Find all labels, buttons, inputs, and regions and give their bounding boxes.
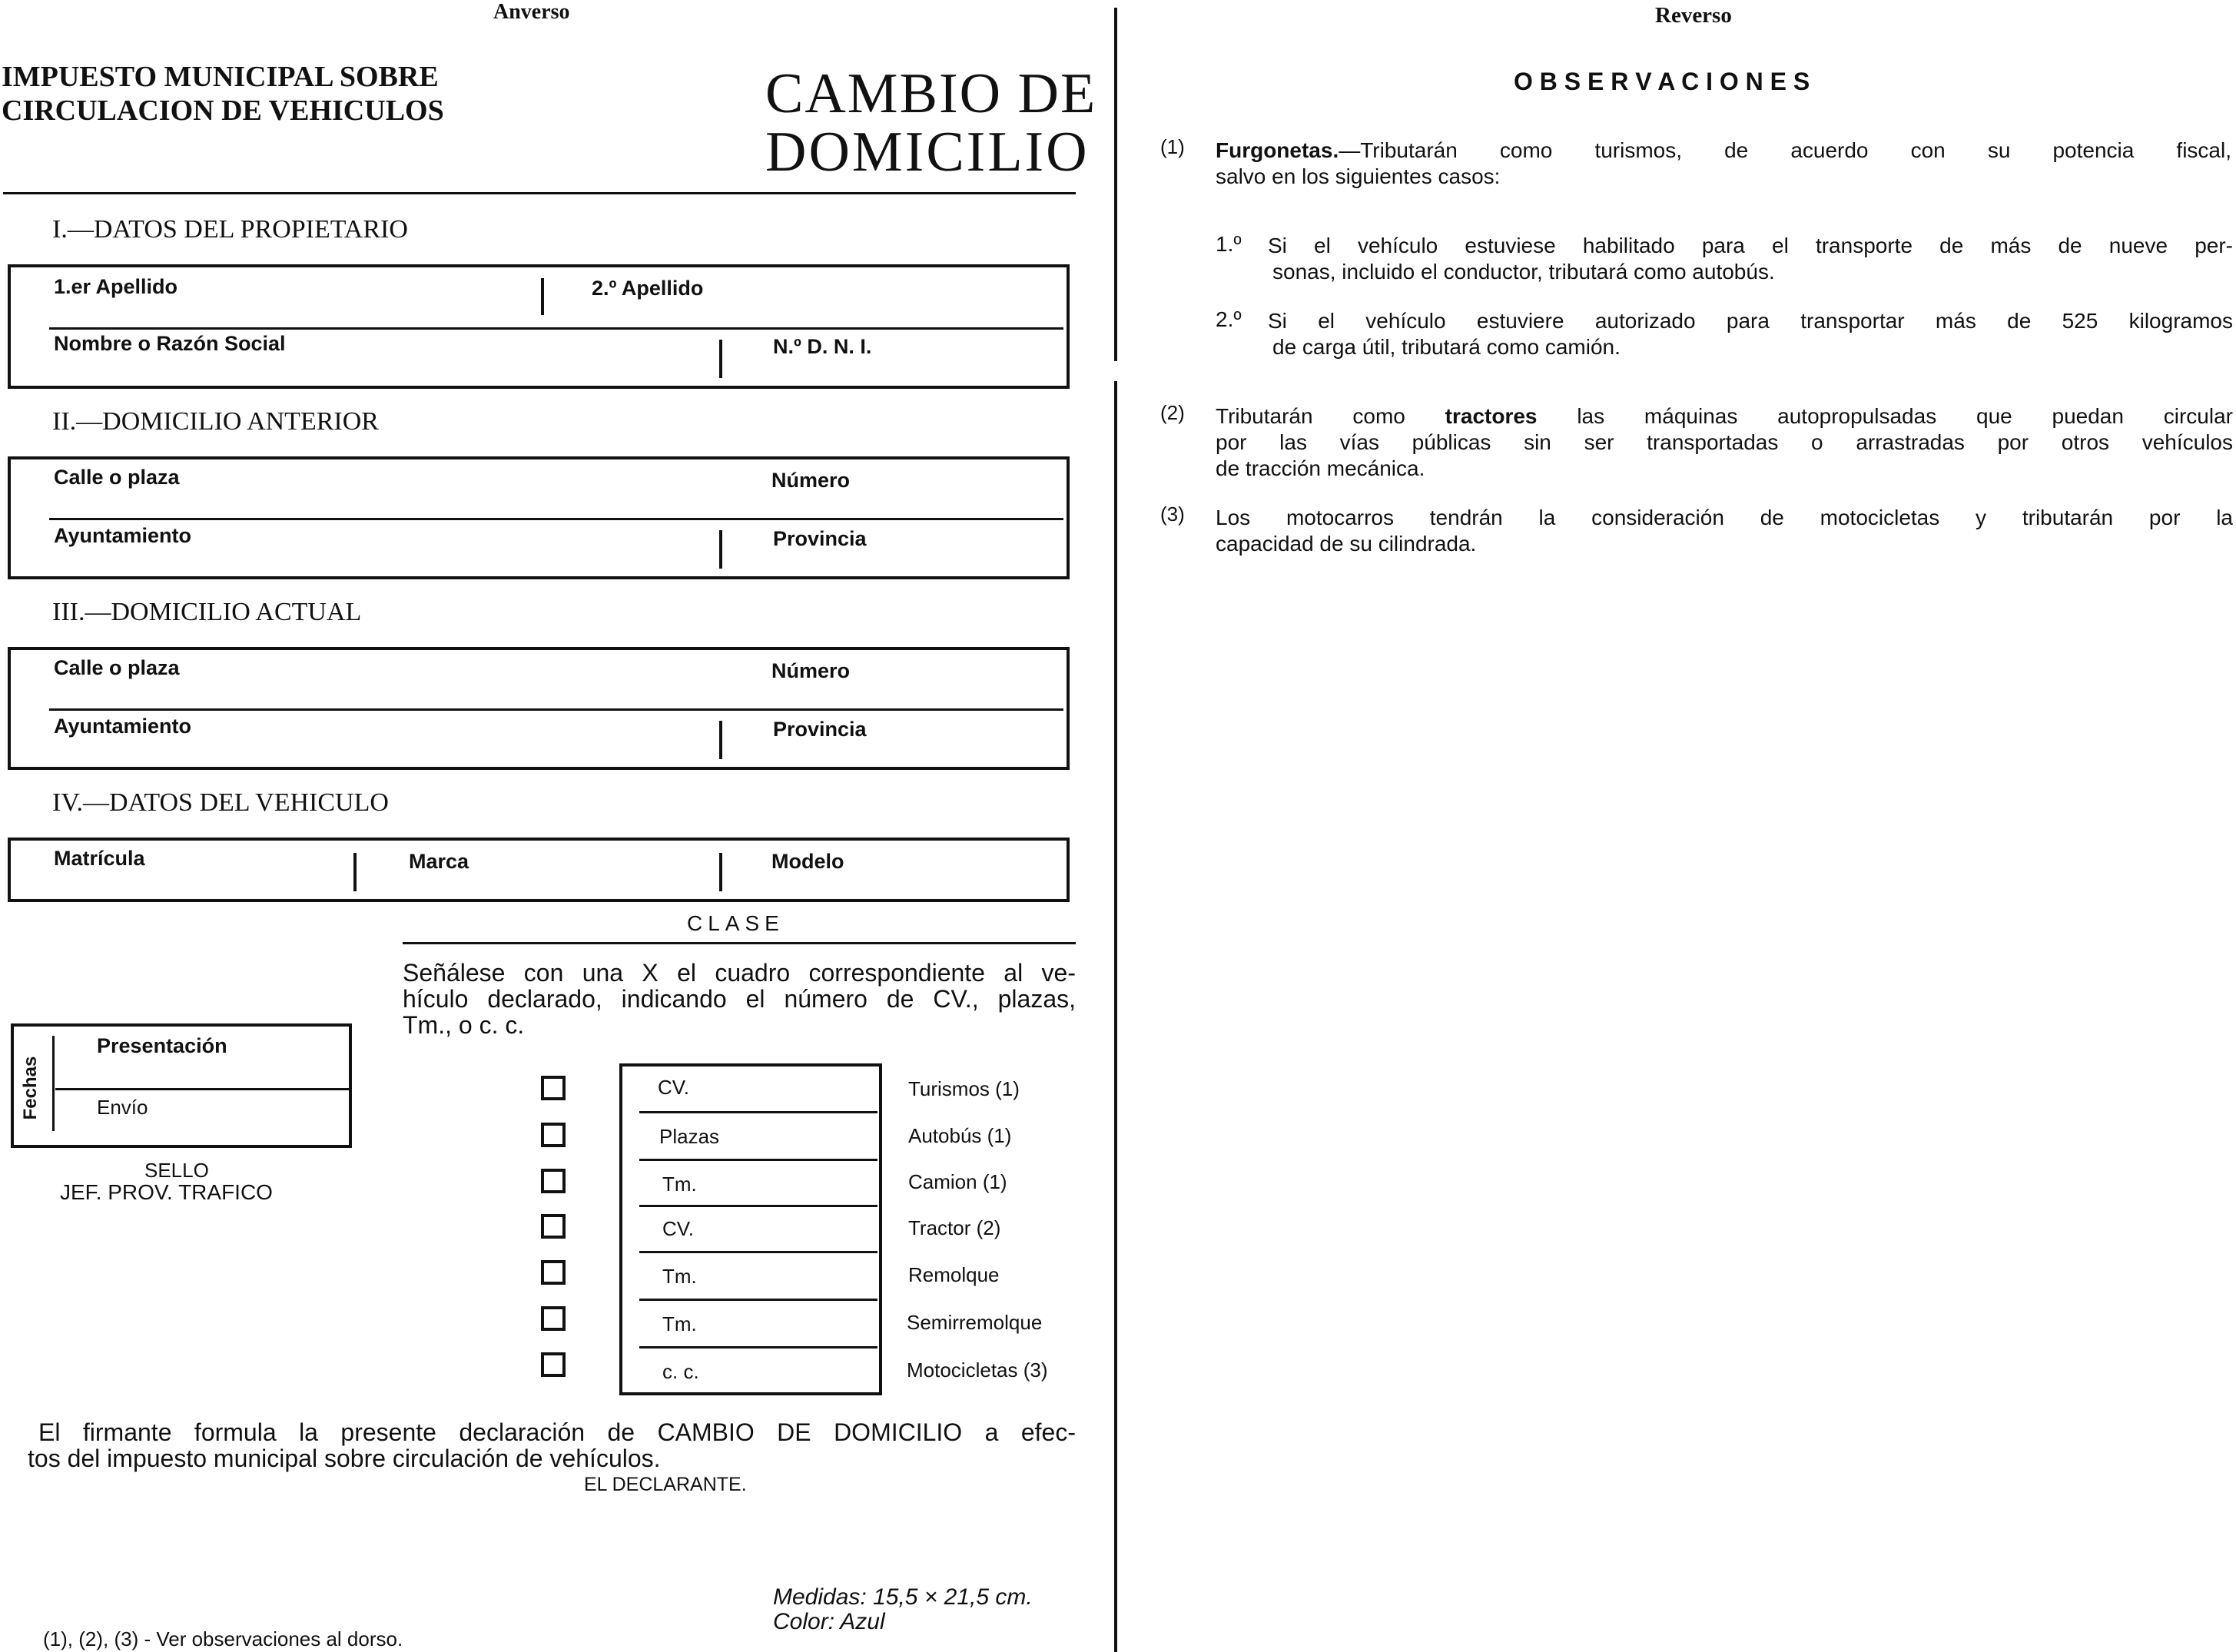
camion-checkbox[interactable] [541, 1169, 566, 1193]
obs-number: (3) [1160, 503, 1185, 526]
unit-label: Plazas [659, 1125, 720, 1148]
divider [639, 1251, 877, 1253]
tractor-checkbox[interactable] [541, 1214, 566, 1239]
nombre-label: Nombre o Razón Social [54, 332, 286, 355]
fechas-box [11, 1023, 352, 1148]
declaration-line2: tos del impuesto municipal sobre circulación de vehículos. [28, 1445, 661, 1472]
sello-label: SELLO [144, 1159, 209, 1182]
motocicletas-checkbox[interactable] [541, 1352, 566, 1377]
matricula-label: Matrícula [54, 847, 145, 870]
tax-title-line2: CIRCULACION DE VEHICULOS [2, 95, 444, 127]
previous-address-box [8, 456, 1070, 579]
obs-1-sub1-line1: Si el vehículo estuviese habilitado para el transporte de más de nueve per- [1268, 234, 2233, 257]
clase-title: CLASE [687, 911, 785, 935]
clase-rule [403, 942, 1076, 944]
page-divider [1114, 8, 1117, 361]
unit-label: CV. [658, 1076, 689, 1099]
unit-label: Tm. [662, 1312, 697, 1335]
reverso-header: Reverso [1655, 3, 1732, 28]
obs-1-line2: salvo en los siguientes casos: [1216, 164, 1501, 188]
clase-label: Motocicletas (3) [907, 1358, 1048, 1382]
marca-label: Marca [409, 850, 469, 873]
divider [639, 1205, 877, 1207]
obs-1-text: —Tributarán como turismos, de acuerdo con su potencia fiscal, [1339, 138, 2231, 162]
clase-instructions-line2: hículo declarado, indicando el número de CV., plazas, [403, 985, 1076, 1013]
clase-label: Tractor (2) [908, 1216, 1001, 1239]
owner-box [8, 264, 1070, 389]
divider [49, 518, 1063, 520]
numero-label: Número [771, 469, 851, 492]
obs-1-sub-number: 1.º [1216, 232, 1242, 256]
obs-1-sub-number: 2.º [1216, 307, 1242, 331]
divider [639, 1299, 877, 1301]
clase-label: Turismos (1) [908, 1077, 1020, 1100]
form-title-line2: DOMICILIO [765, 121, 1090, 184]
observaciones-title: O B S E R V A C I O N E S [1514, 68, 1810, 95]
calle-label: Calle o plaza [54, 466, 180, 489]
clase-label: Semirremolque [907, 1311, 1043, 1334]
divider [719, 721, 722, 759]
section-owner-title: I.—DATOS DEL PROPIETARIO [52, 215, 408, 244]
turismos-checkbox[interactable] [541, 1076, 566, 1100]
observaciones-note: (1), (2), (3) - Ver observaciones al dorso. [43, 1627, 403, 1650]
sello-jefatura-label: JEF. PROV. TRAFICO [60, 1180, 273, 1204]
obs-2-line1 [1216, 403, 2233, 430]
ayuntamiento-label: Ayuntamiento [54, 524, 192, 547]
divider [639, 1346, 877, 1348]
obs-2-text: Tributarán como [1216, 404, 1445, 428]
clase-label: Autobús (1) [908, 1124, 1012, 1147]
divider [719, 530, 722, 569]
numero-label: Número [771, 659, 851, 682]
clase-instructions-line3: Tm., o c. c. [403, 1011, 525, 1039]
clase-label: Remolque [908, 1263, 1000, 1286]
unit-label: CV. [662, 1217, 694, 1240]
envio-label: Envío [97, 1096, 148, 1119]
divider [639, 1111, 877, 1113]
semirremolque-checkbox[interactable] [541, 1306, 566, 1331]
unit-label: c. c. [662, 1360, 699, 1383]
obs-3-line2: capacidad de su cilindrada. [1216, 532, 1477, 556]
fechas-vertical-label: Fechas [20, 1056, 41, 1120]
obs-1-lead: Furgonetas. [1216, 138, 1339, 162]
obs-2-line2: por las vías públicas sin ser transportadas o arrastradas por otros vehículos [1216, 430, 2233, 454]
section-previous-title: II.—DOMICILIO ANTERIOR [52, 407, 379, 436]
obs-1-sub2-line2: de carga útil, tributará como camión. [1272, 335, 1621, 359]
obs-2-emphasis: tractores [1445, 404, 1538, 428]
divider [719, 340, 722, 378]
unit-label: Tm. [662, 1265, 697, 1288]
clase-label: Camion (1) [908, 1170, 1007, 1193]
clase-instructions-line1: Señálese con una X el cuadro correspondiente al ve- [403, 959, 1076, 987]
apellido2-label: 2.º Apellido [592, 277, 704, 300]
tax-title-line1: IMPUESTO MUNICIPAL SOBRE [2, 61, 439, 93]
page-divider [1114, 381, 1117, 1652]
divider [49, 327, 1063, 330]
medidas-label: Medidas: 15,5 × 21,5 cm. [773, 1584, 1033, 1610]
anverso-header: Anverso [493, 0, 570, 24]
obs-1-line1 [1216, 137, 2231, 164]
ayuntamiento-label: Ayuntamiento [54, 715, 192, 738]
title-rule [3, 192, 1076, 194]
provincia-label: Provincia [773, 527, 867, 550]
declaration-line1: El firmante formula la presente declaración de CAMBIO DE DOMICILIO a efec- [38, 1418, 1076, 1446]
current-address-box [8, 647, 1070, 770]
divider [719, 853, 722, 891]
provincia-label: Provincia [773, 718, 867, 741]
obs-3-line1: Los motocarros tendrán la consideración de motocicletas y tributarán por la [1216, 506, 2233, 529]
obs-1-sub1-line2: sonas, incluido el conductor, tributará como autobús. [1272, 260, 1775, 284]
presentacion-label: Presentación [97, 1034, 227, 1057]
obs-2-text: las máquinas autopropulsadas que puedan circular [1537, 404, 2233, 428]
divider [55, 1088, 350, 1090]
obs-1-sub2-line1: Si el vehículo estuviere autorizado para transportar más de 525 kilogramos [1268, 309, 2233, 333]
calle-label: Calle o plaza [54, 656, 180, 679]
units-box [619, 1063, 882, 1395]
vehicle-box [8, 838, 1070, 902]
divider [49, 708, 1063, 711]
modelo-label: Modelo [771, 850, 844, 873]
dni-label: N.º D. N. I. [773, 335, 872, 358]
remolque-checkbox[interactable] [541, 1260, 566, 1285]
section-current-title: III.—DOMICILIO ACTUAL [52, 598, 362, 626]
unit-label: Tm. [662, 1173, 697, 1196]
apellido1-label: 1.er Apellido [54, 275, 178, 298]
divider [639, 1159, 877, 1161]
obs-2-line3: de tracción mecánica. [1216, 456, 1425, 480]
divider [353, 853, 357, 891]
divider [52, 1036, 55, 1131]
declarant-label: EL DECLARANTE. [584, 1474, 747, 1495]
obs-number: (2) [1160, 401, 1185, 424]
color-label: Color: Azul [773, 1609, 885, 1634]
autobus-checkbox[interactable] [541, 1123, 566, 1147]
obs-number: (1) [1160, 135, 1185, 158]
section-vehicle-title: IV.—DATOS DEL VEHICULO [52, 788, 389, 817]
divider [541, 278, 544, 315]
form-title-line1: CAMBIO DE [765, 62, 1097, 125]
